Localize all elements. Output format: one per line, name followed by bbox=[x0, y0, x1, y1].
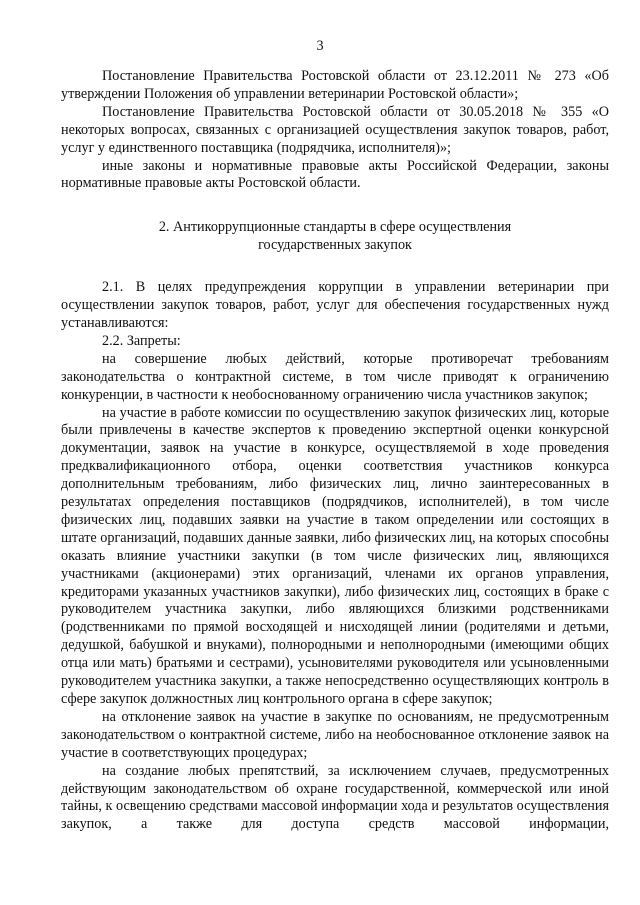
paragraph-2-2: 2.2. Запреты: bbox=[102, 332, 181, 349]
paragraph-2-1: 2.1. В целях предупреждения коррупции в управлении ветеринарии при осуществлении закупок товаров, работ, услуг для обеспечения государственных нужд устанавливаются: bbox=[61, 279, 609, 331]
section-heading-line2: государственных закупок bbox=[258, 237, 412, 254]
section-heading-line1: 2. Антикоррупционные стандарты в сфере осуществления bbox=[158, 219, 512, 236]
paragraph-prohibition-actions: на совершение любых действий, которые противоречат требованиям законодательства о контрактной системе, в том числе приводят к ограничению конкуренции, в частности к необоснованному ограничению числа участников закупок; bbox=[61, 350, 609, 403]
paragraph-other-laws: иные законы и нормативные правовые акты Российской Федерации, законы нормативные правовые акты Ростовской области. bbox=[61, 157, 609, 192]
paragraph-resolution-273: Постановление Правительства Ростовской области от 23.12.2011 № 273 «Об утверждении Положения об управлении ветеринарии Ростовской области»; bbox=[61, 68, 609, 102]
page-number: 3 bbox=[316, 38, 324, 54]
paragraph-prohibition-obstacles: на создание любых препятствий, за исключением случаев, предусмотренных действующим законодательством об охране государственной, коммерческой или иной тайны, к освещению средствами массовой информации хода и результатов осуществления закупок, а также для доступа средств массовой информации, bbox=[61, 762, 609, 833]
paragraph-prohibition-commission: на участие в работе комиссии по осуществлению закупок физических лиц, которые были привлечены в качестве экспертов к проведению экспертной оценки конкурсной документации, заявок на участие в конкурсе, осуществляемой в ходе проведения предквалификационного отбора, оценки соответствия участников конкурса дополнительным требованиям, либо физических лиц, лично заинтересованных в результатах определения поставщиков (подрядчиков, исполнителей), в том числе физических лиц, подавших заявки на участие в таком определении или состоящих в штате организаций, подавших данные заявки, либо физических лиц, на которых способны оказать влияние участники закупки (в том числе физических лиц, являющихся участниками (акционерами) этих организаций, членами их органов управления, кредиторами указанных участников закупки), либо физических лиц, состоящих в браке с руководителем участника закупки, либо являющихся близкими родственниками (родственниками по прямой восходящей и нисходящей линии (родителями и детьми, дедушкой, бабушкой и внуками), полнородными и неполнородными (имеющими общих отца или мать) братьями и сестрами), усыновителями руководителя или усыновленными руководителем участника закупки, а также непосредственно осуществляющих контроль в сфере закупок должностных лиц контрольного органа в сфере закупок; bbox=[61, 404, 610, 707]
document-body bbox=[61, 68, 609, 834]
paragraph-resolution-355: Постановление Правительства Ростовской области от 30.05.2018 № 355 «О некоторых вопросах, связанных с организацией осуществления закупок товаров, работ, услуг у единственного поставщика (подрядчика, исполнителя)»; bbox=[61, 103, 609, 156]
paragraph-prohibition-rejection: на отклонение заявок на участие в закупке по основаниям, не предусмотренным законодательством о контрактной системе, либо на необоснованное отклонение заявок на участие в соответствующих процедурах; bbox=[61, 708, 609, 761]
